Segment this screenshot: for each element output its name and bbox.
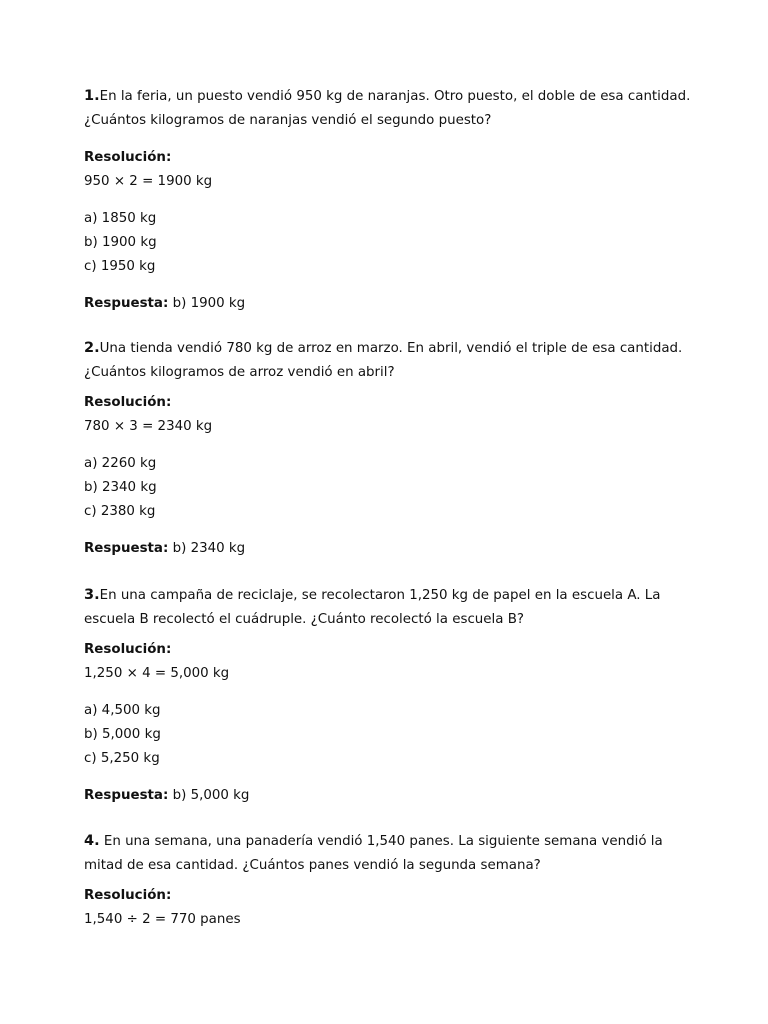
problem-2-question-line1: Una tienda vendió 780 kg de arroz en marzo. En abril, vendió el triple de esa cantidad. [99, 341, 683, 356]
problem-3-question-line1: En una campaña de reciclaje, se recolectaron 1,250 kg de papel en la escuela A. La [99, 588, 661, 603]
problem-2-answer-label: Respuesta: [84, 541, 169, 556]
problem-4-resolution: 1,540 ÷ 2 = 770 panes [84, 912, 241, 927]
problem-2-resolution-label: Resolución: [84, 395, 172, 410]
problem-2-number: 2. [84, 340, 100, 356]
problem-2-answer-value: b) 2340 kg [168, 541, 246, 556]
problem-1-number: 1. [84, 88, 100, 104]
problem-2-question [84, 336, 694, 385]
problem-4-resolution-label: Resolución: [84, 888, 172, 903]
problem-1-question [84, 84, 694, 133]
problem-2-answer [84, 537, 694, 561]
problem-3-option-a: a) 4,500 kg [84, 703, 161, 718]
problem-1-answer-label: Respuesta: [84, 296, 169, 311]
problem-2-option-a: a) 2260 kg [84, 456, 157, 471]
problem-2-option-c: c) 2380 kg [84, 504, 156, 519]
problem-1-resolution-label: Resolución: [84, 150, 172, 165]
problem-3-option-c: c) 5,250 kg [84, 751, 160, 766]
problem-3-answer-label: Respuesta: [84, 788, 169, 803]
problem-3-resolution-label: Resolución: [84, 642, 172, 657]
problem-1-answer-value: b) 1900 kg [168, 296, 246, 311]
problem-2-question-line2: ¿Cuántos kilogramos de arroz vendió en abril? [84, 365, 395, 380]
problem-4-question [84, 829, 694, 878]
problem-2-option-b: b) 2340 kg [84, 480, 157, 495]
problem-1-resolution: 950 × 2 = 1900 kg [84, 174, 213, 189]
problem-3-number: 3. [84, 587, 100, 603]
problem-1-option-b: b) 1900 kg [84, 235, 157, 250]
problem-2-resolution: 780 × 3 = 2340 kg [84, 419, 213, 434]
problem-4 [84, 829, 694, 932]
problem-3-question-line2: escuela B recolectó el cuádruple. ¿Cuánto recolectó la escuela B? [84, 612, 525, 627]
problem-3 [84, 583, 694, 808]
problem-4-question-line2: mitad de esa cantidad. ¿Cuántos panes vendió la segunda semana? [84, 858, 541, 873]
problem-4-number: 4. [84, 833, 100, 849]
problem-1-question-line1: En la feria, un puesto vendió 950 kg de naranjas. Otro puesto, el doble de esa cantidad. [99, 89, 691, 104]
problem-1-option-c: c) 1950 kg [84, 259, 156, 274]
problem-1 [84, 84, 694, 316]
problem-3-answer-value: b) 5,000 kg [168, 788, 250, 803]
problem-3-resolution: 1,250 × 4 = 5,000 kg [84, 666, 230, 681]
problem-3-question [84, 583, 694, 632]
problem-1-answer [84, 292, 694, 316]
problem-1-question-line2: ¿Cuántos kilogramos de naranjas vendió el segundo puesto? [84, 113, 492, 128]
problem-3-answer [84, 784, 694, 808]
problem-1-option-a: a) 1850 kg [84, 211, 157, 226]
problem-4-question-line1: En una semana, una panadería vendió 1,540 panes. La siguiente semana vendió la [99, 834, 663, 849]
problem-2 [84, 336, 694, 561]
problem-3-option-b: b) 5,000 kg [84, 727, 161, 742]
